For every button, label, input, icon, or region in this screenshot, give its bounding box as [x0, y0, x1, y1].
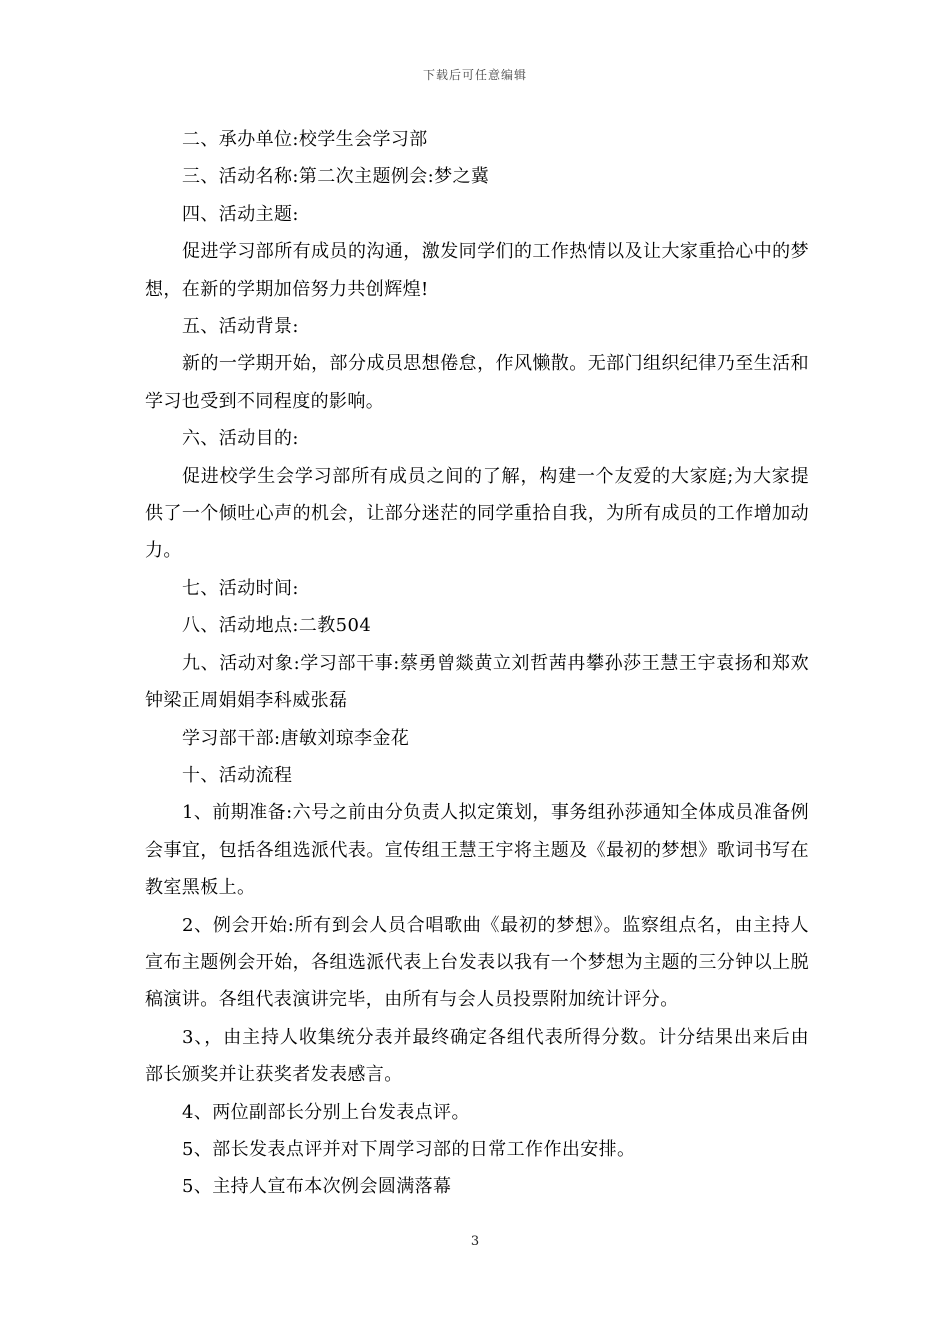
paragraph-background-body: 新的一学期开始，部分成员思想倦怠，作风懒散。无部门组织纪律乃至生活和学习也受到不同程度的影响。 [145, 353, 809, 412]
paragraph-process-heading: 十、活动流程 [182, 764, 293, 786]
paragraph-time: 七、活动时间: [182, 577, 299, 599]
paragraph-background-heading: 五、活动背景: [182, 316, 299, 338]
paragraph-cadres: 学习部干部:唐敏刘琼李金花 [182, 727, 410, 749]
paragraph-step-3: 3、，由主持人收集统分表并最终确定各组代表所得分数。计分结果出来后由部长颁奖并让获奖者发表感言。 [145, 1026, 809, 1086]
header-note: 下载后可任意编辑 [422, 68, 527, 82]
paragraph-purpose-heading: 六、活动目的: [182, 428, 299, 450]
document-body [145, 121, 809, 1206]
paragraph-activity-name: 三、活动名称:第二次主题例会:梦之冀 [182, 166, 490, 188]
paragraph-theme-heading: 四、活动主题: [182, 203, 299, 225]
paragraph-participants: 九、活动对象:学习部干事:蔡勇曾燚黄立刘哲茜冉攀孙莎王慧王宇袁扬和郑欢钟梁正周娟娟李科威张磊 [145, 652, 809, 712]
paragraph-location: 八、活动地点:二教504 [182, 615, 372, 637]
paragraph-purpose-body: 促进校学生会学习部所有成员之间的了解，构建一个友爱的大家庭;为大家提供了一个倾吐心声的机会，让部分迷茫的同学重拾自我，为所有成员的工作增加动力。 [145, 465, 809, 562]
paragraph-step-1: 1、前期准备:六号之前由分负责人拟定策划，事务组孙莎通知全体成员准备例会事宜，包括各组选派代表。宣传组王慧王宇将主题及《最初的梦想》歌词书写在教室黑板上。 [145, 802, 809, 899]
paragraph-step-2: 2、例会开始:所有到会人员合唱歌曲《最初的梦想》。监察组点名，由主持人宣布主题例会开始，各组选派代表上台发表以我有一个梦想为主题的三分钟以上脱稿演讲。各组代表演讲完毕，由所有与会人员投票附加统计评分。 [145, 914, 809, 1011]
paragraph-organizer: 二、承办单位:校学生会学习部 [182, 129, 428, 150]
paragraph-step-4: 4、两位副部长分别上台发表点评。 [182, 1101, 470, 1123]
page-number: 3 [470, 1234, 480, 1249]
paragraph-step-5b: 5、主持人宣布本次例会圆满落幕 [182, 1176, 452, 1198]
paragraph-step-5a: 5、部长发表点评并对下周学习部的日常工作作出安排。 [182, 1138, 636, 1160]
paragraph-theme-body: 促进学习部所有成员的沟通，激发同学们的工作热情以及让大家重拾心中的梦想，在新的学期加倍努力共创辉煌! [145, 241, 809, 300]
